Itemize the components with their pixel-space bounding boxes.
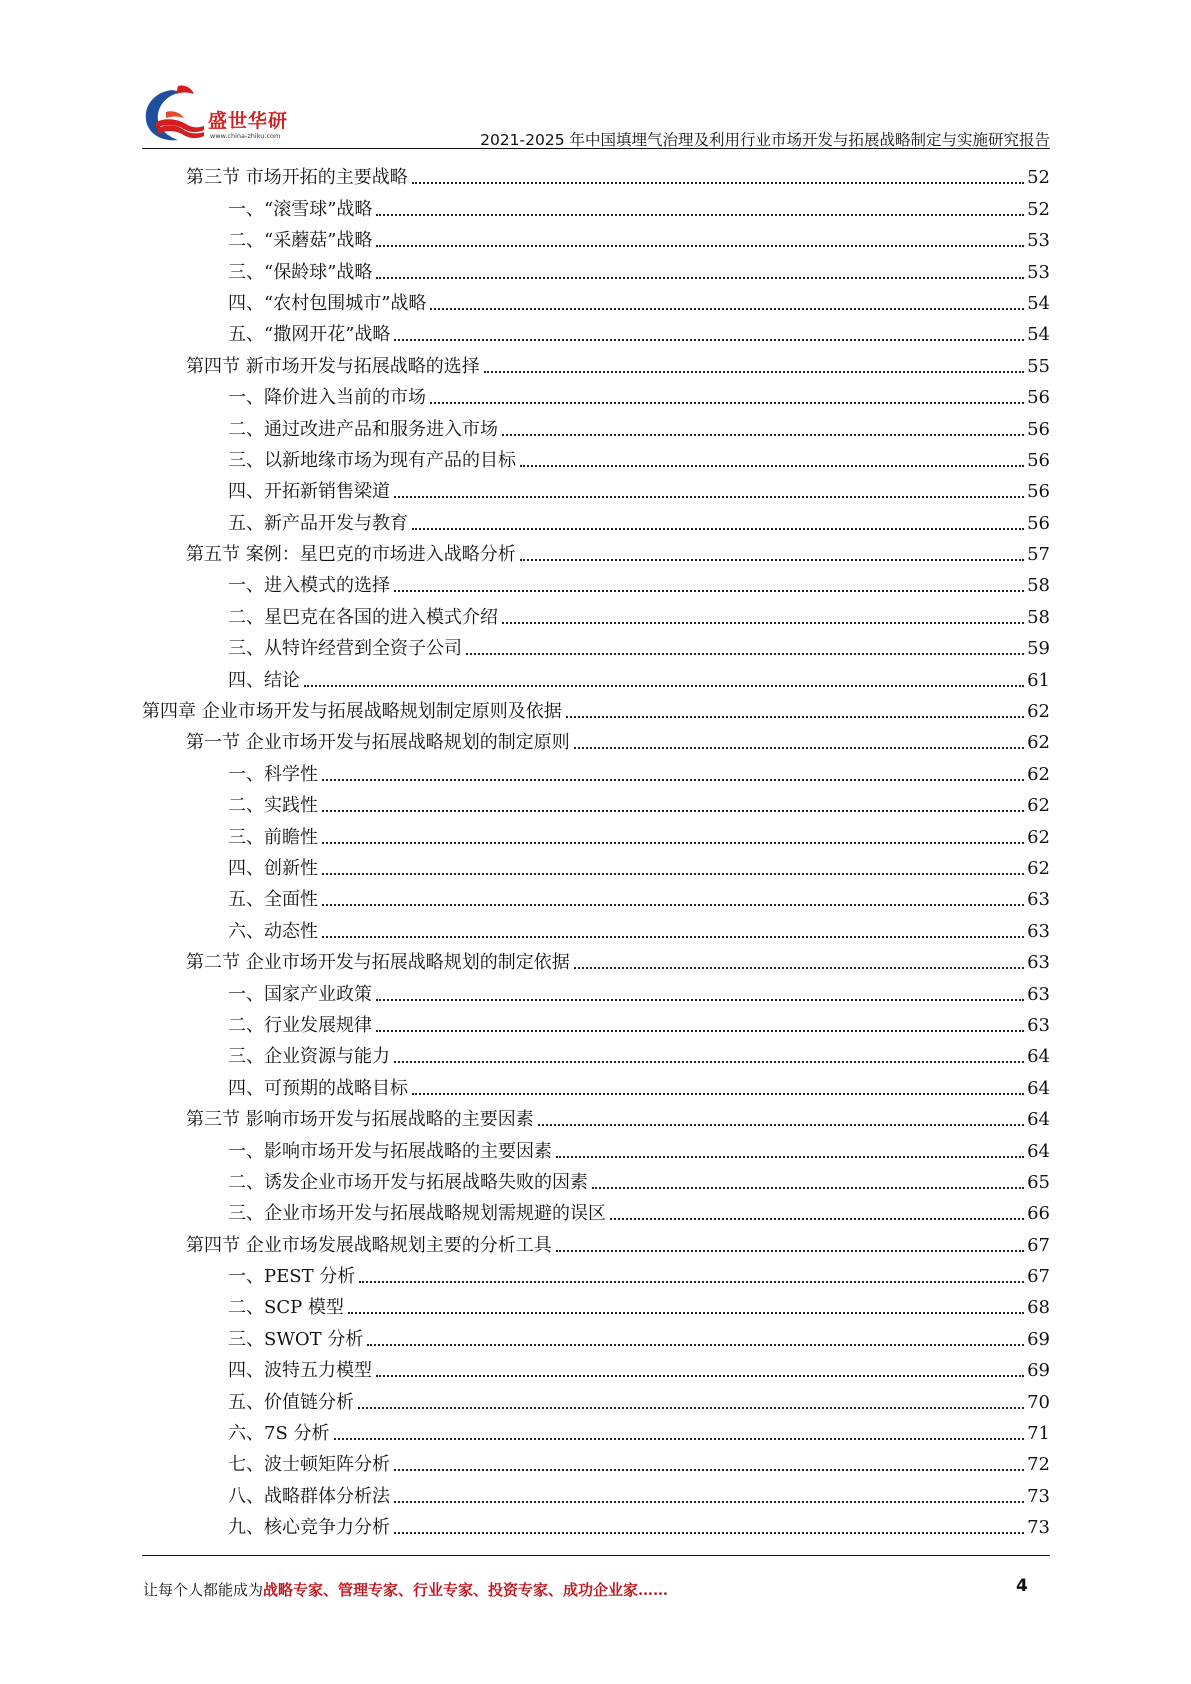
- toc-leader-dots: [367, 1344, 1024, 1346]
- toc-entry[interactable]: [142, 786, 1050, 817]
- toc-entry[interactable]: [142, 817, 1050, 848]
- toc-entry-title: 八、战略群体分析法: [228, 1485, 390, 1507]
- toc-leader-dots: [556, 1156, 1024, 1158]
- table-of-contents: [142, 158, 1050, 1539]
- toc-leader-dots: [520, 559, 1024, 561]
- toc-entry-page: 63: [1027, 889, 1050, 911]
- toc-entry-title: 五、新产品开发与教育: [228, 512, 408, 534]
- footer-slogan: [143, 1579, 668, 1600]
- toc-entry[interactable]: [142, 849, 1050, 880]
- toc-entry-title: 五、价值链分析: [228, 1391, 354, 1413]
- toc-entry[interactable]: [142, 1194, 1050, 1225]
- toc-entry-title: 一、PEST 分析: [228, 1266, 356, 1288]
- toc-entry-title: 四、创新性: [228, 857, 318, 879]
- toc-entry[interactable]: [142, 409, 1050, 440]
- toc-entry[interactable]: [142, 472, 1050, 503]
- slogan-highlight: 战略专家、管理专家、行业专家、投资专家、成功企业家……: [263, 1581, 669, 1599]
- toc-entry-page: 62: [1027, 826, 1050, 848]
- toc-leader-dots: [394, 339, 1024, 341]
- toc-entry-page: 61: [1027, 669, 1050, 691]
- toc-entry-page: 63: [1027, 1014, 1050, 1036]
- toc-entry-title: 第四章 企业市场开发与拓展战略规划制定原则及依据: [142, 701, 562, 723]
- toc-entry-title: 四、波特五力模型: [228, 1360, 372, 1382]
- toc-leader-dots: [304, 685, 1024, 687]
- toc-entry-page: 70: [1027, 1391, 1050, 1413]
- toc-entry-title: 第三节 影响市场开发与拓展战略的主要因素: [186, 1109, 534, 1131]
- toc-entry[interactable]: [142, 1288, 1050, 1319]
- toc-entry-page: 69: [1027, 1360, 1050, 1382]
- report-title: 2021-2025 年中国填埋气治理及利用行业市场开发与拓展战略制定与实施研究报告: [480, 131, 1050, 149]
- toc-entry-page: 56: [1027, 387, 1050, 409]
- toc-entry-page: 52: [1027, 167, 1050, 189]
- toc-entry-title: 三、SWOT 分析: [228, 1328, 364, 1350]
- toc-leader-dots: [394, 1501, 1024, 1503]
- toc-entry-title: 一、科学性: [228, 763, 318, 785]
- brand-name: 盛世华研: [208, 110, 289, 132]
- toc-entry-title: 第四节 新市场开发与拓展战略的选择: [186, 355, 480, 377]
- toc-entry-title: 二、行业发展规律: [228, 1014, 372, 1036]
- toc-entry[interactable]: [142, 284, 1050, 315]
- header-divider: [142, 148, 1050, 149]
- toc-leader-dots: [566, 716, 1024, 718]
- toc-entry[interactable]: [142, 189, 1050, 220]
- page-header: [142, 82, 1050, 148]
- toc-entry-page: 73: [1027, 1517, 1050, 1539]
- toc-entry-page: 71: [1027, 1423, 1050, 1445]
- toc-entry-page: 62: [1027, 857, 1050, 879]
- toc-entry-title: 二、诱发企业市场开发与拓展战略失败的因素: [228, 1171, 588, 1193]
- toc-entry[interactable]: [142, 723, 1050, 754]
- toc-entry[interactable]: [142, 1414, 1050, 1445]
- toc-entry-title: 第五节 案例：星巴克的市场进入战略分析: [186, 544, 516, 566]
- toc-entry-title: 三、“保龄球”战略: [228, 261, 373, 283]
- toc-entry-title: 四、“农村包围城市”战略: [228, 292, 427, 314]
- toc-entry-page: 53: [1027, 261, 1050, 283]
- toc-entry-page: 53: [1027, 230, 1050, 252]
- toc-entry-title: 二、SCP 模型: [228, 1297, 344, 1319]
- toc-leader-dots: [376, 1030, 1024, 1032]
- toc-entry-page: 56: [1027, 418, 1050, 440]
- toc-entry-page: 64: [1027, 1109, 1050, 1131]
- toc-entry[interactable]: [142, 346, 1050, 377]
- brand-url: www.china-zhiku.com: [210, 132, 281, 140]
- toc-entry-page: 62: [1027, 763, 1050, 785]
- toc-leader-dots: [520, 465, 1024, 467]
- toc-entry-title: 一、“滚雪球”战略: [228, 198, 373, 220]
- toc-entry-page: 58: [1027, 575, 1050, 597]
- toc-entry[interactable]: [142, 1445, 1050, 1476]
- toc-entry-page: 66: [1027, 1203, 1050, 1225]
- toc-entry-title: 四、开拓新销售梁道: [228, 481, 390, 503]
- toc-entry-title: 四、结论: [228, 669, 300, 691]
- toc-entry-title: 四、可预期的战略目标: [228, 1077, 408, 1099]
- toc-entry-page: 63: [1027, 983, 1050, 1005]
- toc-entry-title: 一、影响市场开发与拓展战略的主要因素: [228, 1140, 552, 1162]
- toc-entry-page: 54: [1027, 324, 1050, 346]
- toc-leader-dots: [430, 402, 1024, 404]
- toc-leader-dots: [322, 842, 1024, 844]
- toc-leader-dots: [376, 277, 1024, 279]
- toc-entry-title: 第一节 企业市场开发与拓展战略规划的制定原则: [186, 732, 570, 754]
- toc-leader-dots: [394, 590, 1024, 592]
- toc-leader-dots: [430, 308, 1024, 310]
- toc-entry-title: 七、波士顿矩阵分析: [228, 1454, 390, 1476]
- toc-leader-dots: [322, 873, 1024, 875]
- toc-entry[interactable]: [142, 1351, 1050, 1382]
- toc-leader-dots: [574, 967, 1024, 969]
- toc-leader-dots: [484, 371, 1024, 373]
- toc-leader-dots: [359, 1281, 1024, 1283]
- toc-entry[interactable]: [142, 629, 1050, 660]
- toc-entry[interactable]: [142, 1382, 1050, 1413]
- toc-entry[interactable]: [142, 158, 1050, 189]
- toc-leader-dots: [394, 496, 1024, 498]
- toc-entry-title: 一、进入模式的选择: [228, 575, 390, 597]
- toc-entry-title: 二、星巴克在各国的进入模式介绍: [228, 606, 498, 628]
- toc-entry-page: 64: [1027, 1077, 1050, 1099]
- toc-entry-title: 三、企业资源与能力: [228, 1046, 390, 1068]
- toc-entry-page: 57: [1027, 544, 1050, 566]
- toc-leader-dots: [394, 1532, 1024, 1534]
- toc-entry[interactable]: [142, 911, 1050, 942]
- toc-leader-dots: [412, 182, 1024, 184]
- toc-entry-title: 第三节 市场开拓的主要战略: [186, 167, 408, 189]
- toc-leader-dots: [376, 214, 1024, 216]
- toc-leader-dots: [322, 810, 1024, 812]
- toc-leader-dots: [322, 904, 1024, 906]
- toc-entry-title: 二、通过改进产品和服务进入市场: [228, 418, 498, 440]
- toc-entry-page: 58: [1027, 606, 1050, 628]
- toc-entry[interactable]: [142, 252, 1050, 283]
- toc-entry-page: 67: [1027, 1234, 1050, 1256]
- toc-entry-page: 73: [1027, 1485, 1050, 1507]
- toc-entry[interactable]: [142, 1131, 1050, 1162]
- page-number: 4: [1016, 1576, 1028, 1596]
- toc-entry[interactable]: [142, 974, 1050, 1005]
- toc-entry[interactable]: [142, 880, 1050, 911]
- toc-leader-dots: [322, 779, 1024, 781]
- toc-entry-page: 55: [1027, 355, 1050, 377]
- toc-leader-dots: [502, 622, 1024, 624]
- toc-leader-dots: [466, 653, 1024, 655]
- toc-leader-dots: [394, 1469, 1024, 1471]
- toc-leader-dots: [376, 1375, 1024, 1377]
- toc-entry[interactable]: [142, 943, 1050, 974]
- toc-entry-page: 64: [1027, 1140, 1050, 1162]
- toc-leader-dots: [556, 1250, 1024, 1252]
- toc-entry-page: 62: [1027, 795, 1050, 817]
- toc-entry[interactable]: [142, 378, 1050, 409]
- toc-leader-dots: [358, 1407, 1024, 1409]
- toc-entry[interactable]: [142, 503, 1050, 534]
- toc-entry[interactable]: [142, 221, 1050, 252]
- toc-entry-page: 62: [1027, 732, 1050, 754]
- toc-entry-title: 三、前瞻性: [228, 826, 318, 848]
- toc-entry-page: 63: [1027, 952, 1050, 974]
- toc-entry-page: 56: [1027, 449, 1050, 471]
- toc-entry-title: 一、国家产业政策: [228, 983, 372, 1005]
- toc-entry[interactable]: [142, 1037, 1050, 1068]
- slogan-prefix: 让每个人都能成为: [143, 1581, 264, 1599]
- toc-entry[interactable]: [142, 692, 1050, 723]
- toc-entry[interactable]: [142, 1068, 1050, 1099]
- toc-entry[interactable]: [142, 660, 1050, 691]
- toc-entry[interactable]: [142, 1163, 1050, 1194]
- toc-entry-title: 第二节 企业市场开发与拓展战略规划的制定依据: [186, 952, 570, 974]
- toc-entry-page: 63: [1027, 920, 1050, 942]
- toc-leader-dots: [322, 936, 1024, 938]
- toc-entry-page: 68: [1027, 1297, 1050, 1319]
- toc-entry-title: 五、“撒网开花”战略: [228, 324, 391, 346]
- toc-entry[interactable]: [142, 441, 1050, 472]
- toc-entry-page: 56: [1027, 512, 1050, 534]
- toc-entry-title: 二、“采蘑菇”战略: [228, 230, 373, 252]
- toc-entry-page: 65: [1027, 1171, 1050, 1193]
- toc-entry-page: 56: [1027, 481, 1050, 503]
- toc-leader-dots: [334, 1438, 1025, 1440]
- toc-entry[interactable]: [142, 1006, 1050, 1037]
- toc-entry[interactable]: [142, 535, 1050, 566]
- toc-entry-title: 三、从特许经营到全资子公司: [228, 638, 462, 660]
- toc-leader-dots: [502, 434, 1024, 436]
- toc-entry-page: 62: [1027, 701, 1050, 723]
- toc-entry-title: 九、核心竞争力分析: [228, 1517, 390, 1539]
- toc-entry[interactable]: [142, 597, 1050, 628]
- toc-entry-page: 59: [1027, 638, 1050, 660]
- toc-leader-dots: [394, 1061, 1024, 1063]
- toc-entry-page: 67: [1027, 1266, 1050, 1288]
- toc-entry[interactable]: [142, 566, 1050, 597]
- toc-entry-title: 五、全面性: [228, 889, 318, 911]
- toc-leader-dots: [610, 1218, 1024, 1220]
- toc-entry-title: 二、实践性: [228, 795, 318, 817]
- toc-entry-page: 69: [1027, 1328, 1050, 1350]
- toc-entry-page: 52: [1027, 198, 1050, 220]
- toc-entry-title: 三、以新地缘市场为现有产品的目标: [228, 449, 516, 471]
- toc-leader-dots: [538, 1124, 1024, 1126]
- toc-entry-title: 一、降价进入当前的市场: [228, 387, 426, 409]
- toc-leader-dots: [412, 1093, 1024, 1095]
- toc-entry-title: 六、7S 分析: [228, 1423, 330, 1445]
- toc-entry-page: 64: [1027, 1046, 1050, 1068]
- toc-entry[interactable]: [142, 1100, 1050, 1131]
- toc-entry[interactable]: [142, 1508, 1050, 1539]
- toc-entry-title: 三、企业市场开发与拓展战略规划需规避的误区: [228, 1203, 606, 1225]
- toc-leader-dots: [348, 1312, 1024, 1314]
- toc-entry[interactable]: [142, 1476, 1050, 1507]
- toc-entry-title: 第四节 企业市场发展战略规划主要的分析工具: [186, 1234, 552, 1256]
- toc-leader-dots: [574, 747, 1024, 749]
- toc-entry[interactable]: [142, 1257, 1050, 1288]
- footer-divider: [142, 1555, 1050, 1556]
- toc-leader-dots: [412, 528, 1024, 530]
- toc-entry-page: 54: [1027, 292, 1050, 314]
- toc-leader-dots: [592, 1187, 1024, 1189]
- toc-entry[interactable]: [142, 754, 1050, 785]
- toc-entry-title: 六、动态性: [228, 920, 318, 942]
- toc-leader-dots: [376, 245, 1024, 247]
- toc-entry-page: 72: [1027, 1454, 1050, 1476]
- toc-entry[interactable]: [142, 1225, 1050, 1256]
- toc-leader-dots: [376, 999, 1024, 1001]
- toc-entry[interactable]: [142, 315, 1050, 346]
- toc-entry[interactable]: [142, 1319, 1050, 1350]
